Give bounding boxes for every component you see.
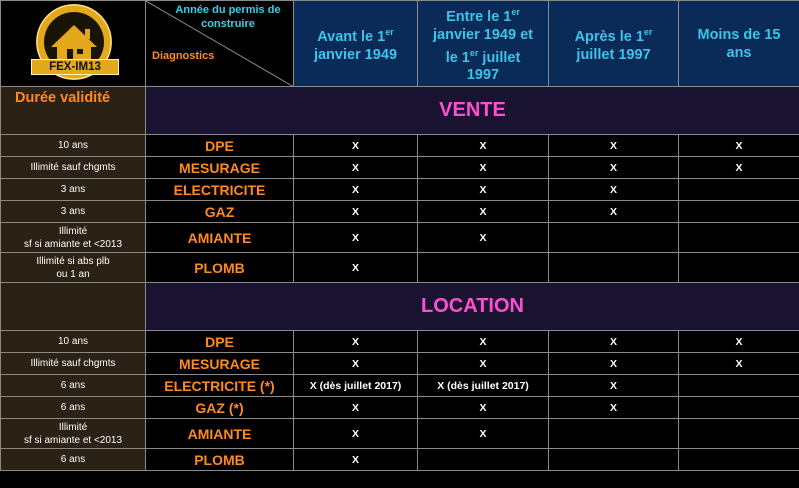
validity-duration — [1, 375, 146, 397]
validity-duration-line: Illimité si abs plb — [36, 255, 110, 267]
diagnostic-name: MESURAGE — [146, 353, 294, 375]
required-mark: X — [418, 201, 549, 223]
diagnostic-name: ELECTRICITE — [146, 179, 294, 201]
duration-header: Durée validité — [1, 87, 146, 135]
required-mark: X — [294, 201, 418, 223]
corner-top-label: Année du permis de construire — [175, 4, 281, 30]
validity-duration — [1, 397, 146, 419]
required-mark: X — [418, 353, 549, 375]
required-mark: X (dès juillet 2017) — [294, 375, 418, 397]
required-mark: X — [418, 179, 549, 201]
table-row — [1, 179, 799, 201]
required-mark — [679, 397, 799, 419]
validity-duration-line: 10 ans — [57, 140, 89, 151]
validity-duration-line: ou 1 an — [56, 268, 90, 280]
validity-duration-line: 10 ans — [57, 336, 89, 347]
required-mark: X — [549, 353, 679, 375]
validity-duration — [1, 419, 146, 449]
table-row — [1, 375, 799, 397]
required-mark — [549, 449, 679, 471]
validity-duration-line: sf si amiante et <2013 — [23, 434, 123, 446]
validity-duration-line: Illimité sauf chgmts — [30, 162, 116, 173]
validity-duration — [1, 135, 146, 157]
required-mark: X — [294, 223, 418, 253]
validity-duration — [1, 253, 146, 283]
required-mark: X — [294, 157, 418, 179]
required-mark: X — [418, 397, 549, 419]
required-mark: X — [549, 179, 679, 201]
logo-text: FEX-IM13 — [31, 59, 119, 75]
validity-duration — [1, 157, 146, 179]
required-mark: X — [679, 135, 799, 157]
required-mark: X — [418, 419, 549, 449]
required-mark: X — [549, 397, 679, 419]
corner-bottom-label: Diagnostics — [152, 50, 215, 62]
required-mark — [549, 223, 679, 253]
diagnostic-name: GAZ (*) — [146, 397, 294, 419]
required-mark: X — [418, 223, 549, 253]
validity-duration-line: Illimité sauf chgmts — [30, 358, 116, 369]
logo — [1, 1, 146, 87]
section-title-location: LOCATION — [146, 283, 799, 331]
required-mark: X — [418, 157, 549, 179]
diagnostic-name: PLOMB — [146, 253, 294, 283]
table-row — [1, 419, 799, 449]
diagnostic-name: MESURAGE — [146, 157, 294, 179]
validity-duration — [1, 449, 146, 471]
required-mark — [679, 449, 799, 471]
required-mark — [679, 223, 799, 253]
diagnostic-name: GAZ — [146, 201, 294, 223]
required-mark: X — [549, 135, 679, 157]
validity-duration — [1, 223, 146, 253]
validity-duration-line: 6 ans — [60, 402, 86, 413]
diagnostic-name: ELECTRICITE (*) — [146, 375, 294, 397]
validity-duration-line: 6 ans — [60, 454, 86, 465]
validity-duration-line: 3 ans — [60, 184, 86, 195]
required-mark: X — [294, 353, 418, 375]
table-row — [1, 157, 799, 179]
required-mark: X — [549, 375, 679, 397]
table-row — [1, 223, 799, 253]
validity-duration-line: Illimité — [58, 421, 88, 433]
required-mark: X — [418, 331, 549, 353]
required-mark: X — [679, 157, 799, 179]
validity-duration-line: 3 ans — [60, 206, 86, 217]
required-mark: X — [549, 157, 679, 179]
required-mark: X — [294, 331, 418, 353]
required-mark — [679, 375, 799, 397]
required-mark: X — [294, 135, 418, 157]
required-mark — [418, 253, 549, 283]
table-row — [1, 135, 799, 157]
validity-duration — [1, 179, 146, 201]
diagnostic-name: PLOMB — [146, 449, 294, 471]
table-row — [1, 353, 799, 375]
header-corner — [146, 1, 294, 87]
required-mark — [679, 419, 799, 449]
header-col-avant-1949: Avant le 1er janvier 1949 — [294, 1, 418, 87]
section-row-location — [1, 283, 799, 331]
section-row-vente — [1, 87, 799, 135]
required-mark: X — [294, 253, 418, 283]
required-mark: X — [294, 179, 418, 201]
section-title-vente: VENTE — [146, 87, 799, 135]
required-mark: X — [294, 449, 418, 471]
required-mark — [679, 201, 799, 223]
validity-duration-line: Illimité — [58, 225, 88, 237]
required-mark: X — [294, 397, 418, 419]
required-mark: X — [679, 331, 799, 353]
required-mark: X — [549, 331, 679, 353]
required-mark: X — [418, 135, 549, 157]
header-col-moins-15-ans: Moins de 15 ans — [679, 1, 799, 87]
required-mark — [549, 253, 679, 283]
validity-duration — [1, 201, 146, 223]
required-mark: X — [549, 201, 679, 223]
diagnostic-name: AMIANTE — [146, 419, 294, 449]
required-mark — [679, 179, 799, 201]
header-row — [1, 1, 799, 87]
table-row — [1, 201, 799, 223]
diagnostic-name: DPE — [146, 135, 294, 157]
validity-duration-line: 6 ans — [60, 380, 86, 391]
diagnostic-name: DPE — [146, 331, 294, 353]
diagnostic-name: AMIANTE — [146, 223, 294, 253]
table-row — [1, 397, 799, 419]
table-row — [1, 449, 799, 471]
validity-duration — [1, 331, 146, 353]
header-col-1949-1997: Entre le 1er janvier 1949 et le 1er juillet 1997 — [418, 1, 549, 87]
table-row — [1, 253, 799, 283]
required-mark — [418, 449, 549, 471]
validity-duration-line: sf si amiante et <2013 — [23, 238, 123, 250]
required-mark: X — [294, 419, 418, 449]
required-mark: X (dès juillet 2017) — [418, 375, 549, 397]
validity-duration — [1, 353, 146, 375]
required-mark: X — [679, 353, 799, 375]
required-mark — [679, 253, 799, 283]
duration-spacer — [1, 283, 146, 331]
table-row — [1, 331, 799, 353]
required-mark — [549, 419, 679, 449]
header-col-apres-1997: Après le 1er juillet 1997 — [549, 1, 679, 87]
